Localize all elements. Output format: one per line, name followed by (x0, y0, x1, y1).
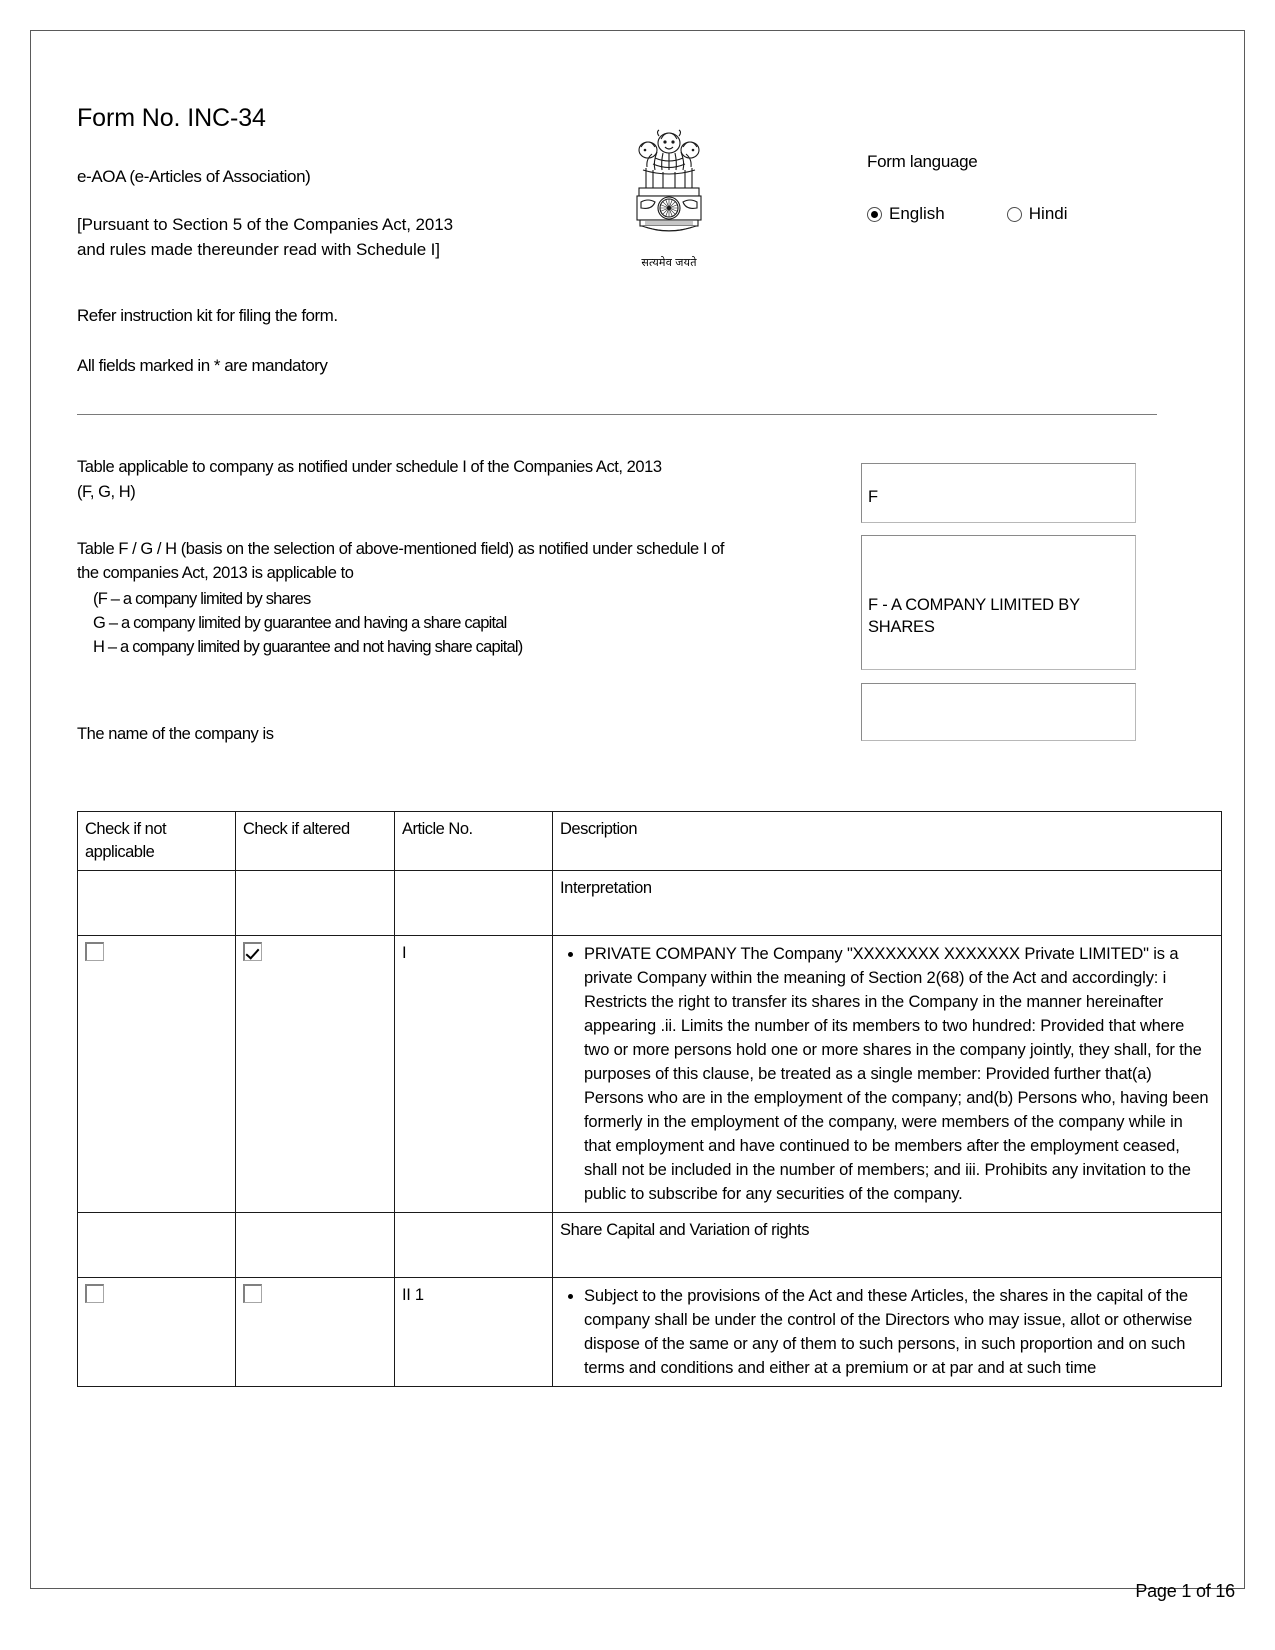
radio-english-icon[interactable] (867, 207, 882, 222)
cell-altered[interactable] (236, 1278, 395, 1387)
checkbox-altered[interactable] (243, 942, 262, 961)
form-language-label: Form language (867, 152, 978, 171)
table-fgh-line-1: Table F / G / H (basis on the selection of above-mentioned field) as notified under schedule I of (77, 539, 724, 558)
section-title-interpretation: Interpretation (553, 871, 1222, 936)
section-cell-empty-art (395, 871, 553, 936)
section-row-share-capital (78, 1213, 1222, 1278)
mandatory-fields-note: All fields marked in * are mandatory (77, 356, 328, 376)
list-item: • PRIVATE COMPANY The Company "XXXXXXXX XXXXXXX Private LIMITED" is a private Company within the meaning of Section 2(68) of the Act and accordingly: i Restricts the right to transfer its shares in the Company in the manner hereinafter appearing .ii. Limits the number of its members to two hundred: Provided that where two or more persons hold one or more shares in the company jointly, they shall, for the purposes of this clause, be treated as a single member: Provided further that(a) Persons who are in the employment of the company; and(b) Persons who, having been formerly in the employment of the company, were members of the company while in that employment and have continued to be members after the employment ceased, shall not be included in the number of members; and iii. Prohibits any invitation to the public to subscribe for any securities of the company. (584, 942, 1213, 1206)
section-cell-empty-na-2 (78, 1213, 236, 1278)
checkbox-altered[interactable] (243, 1284, 262, 1303)
company-name-label: The name of the company is (77, 724, 274, 743)
table-fgh-definitions (77, 588, 877, 660)
cell-article-no: I (395, 936, 553, 1213)
definition-f: (F – a company limited by shares (93, 590, 311, 608)
language-option-english[interactable] (867, 204, 945, 224)
header-check-if-altered: Check if altered (236, 811, 395, 871)
language-option-english-label: English (889, 204, 945, 223)
header-description: Description (553, 811, 1222, 871)
section-row-interpretation (78, 871, 1222, 936)
form-subtitle: e-AOA (e-Articles of Association) (77, 167, 311, 186)
cell-not-applicable[interactable] (78, 936, 236, 1213)
definition-g: G – a company limited by guarantee and having a share capital (93, 613, 507, 632)
table-fgh-label (77, 537, 877, 660)
definition-h: H – a company limited by guarantee and not having share capital) (93, 637, 523, 656)
table-fgh-line-2: the companies Act, 2013 is applicable to (77, 564, 354, 583)
cell-description (553, 1278, 1222, 1387)
language-option-hindi-label: Hindi (1028, 204, 1068, 223)
table-applicable-label (77, 455, 877, 505)
page-footer: Page 1 of 16 (1135, 1581, 1235, 1601)
form-language-options (867, 204, 1157, 224)
checkbox-not-applicable[interactable] (85, 1284, 104, 1303)
table-header-row (78, 811, 1222, 871)
pursuant-line-2: and rules made thereunder read with Schedule I] (77, 239, 440, 259)
description-list (560, 942, 1213, 1206)
articles-table (77, 811, 1222, 1388)
table-applicable-field[interactable]: F (861, 463, 1136, 523)
language-option-hindi[interactable] (1007, 204, 1068, 224)
table-applicable-line-2: (F, G, H) (77, 482, 136, 501)
checkbox-not-applicable[interactable] (85, 942, 104, 961)
form-number: Form No. INC-34 (77, 104, 266, 132)
table-description-field[interactable]: F - A COMPANY LIMITED BY SHARES (861, 535, 1136, 670)
description-list (560, 1284, 1213, 1380)
cell-article-no: II 1 (395, 1278, 553, 1387)
section-cell-empty-art-2 (395, 1213, 553, 1278)
radio-hindi-icon[interactable] (1007, 207, 1022, 222)
section-cell-empty-alt-2 (236, 1213, 395, 1278)
form-language-block (867, 152, 1157, 224)
page-content (77, 72, 1209, 1387)
ashoka-lion-capital-icon (626, 126, 712, 254)
list-item: • Subject to the provisions of the Act and these Articles, the shares in the capital of the company shall be under the control of the Directors who may issue, allot or otherwise dispose of the same or any of them to such persons, in such proportion and on such terms and conditions and either at a premium or at par and at such time (584, 1284, 1213, 1380)
table-selection-section (77, 455, 1157, 747)
section-cell-empty-alt (236, 871, 395, 936)
header-check-if-not-applicable: Check if not applicable (78, 811, 236, 871)
emblem-motto: सत्यमेव जयते (641, 257, 697, 269)
header-article-no: Article No. (395, 811, 553, 871)
cell-description (553, 936, 1222, 1213)
instruction-kit-note: Refer instruction kit for filing the form. (77, 306, 338, 326)
cell-not-applicable[interactable] (78, 1278, 236, 1387)
national-emblem (604, 126, 734, 270)
cell-altered[interactable] (236, 936, 395, 1213)
form-header (77, 104, 1157, 404)
table-row (78, 936, 1222, 1213)
company-name-field[interactable] (861, 683, 1136, 741)
table-row (78, 1278, 1222, 1387)
header-divider (77, 414, 1157, 415)
pursuant-line-1: [Pursuant to Section 5 of the Companies Act, 2013 (77, 215, 453, 234)
section-cell-empty-na (78, 871, 236, 936)
section-title-share-capital: Share Capital and Variation of rights (553, 1213, 1222, 1278)
table-applicable-line-1: Table applicable to company as notified under schedule I of the Companies Act, 2013 (77, 458, 662, 476)
